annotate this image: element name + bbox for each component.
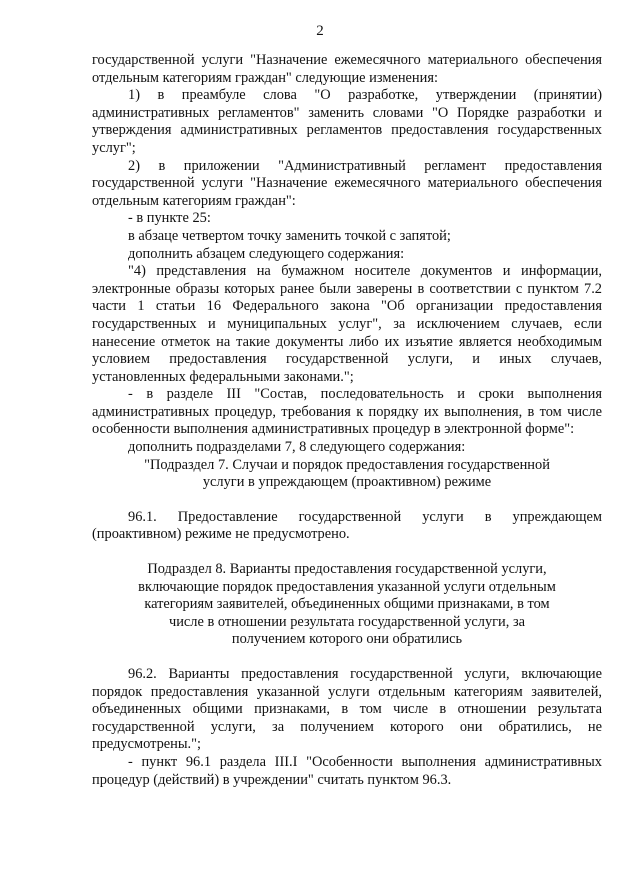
paragraph-section-3: - в разделе III "Состав, последовательность и сроки выполнения административных процедур, требования к порядку их выполнения, в том числе особенности выполнения административных процедур в электронной форме": <box>92 386 602 438</box>
paragraph-item-2: 2) в приложении "Административный регламент предоставления государственной услуги "Назначение ежемесячного материального обеспечения отдельным категориям граждан": <box>92 157 602 209</box>
paragraph-item-1: 1) в преамбуле слова "О разработке, утверждении (принятии) административных регламентов" заменить словами "О Порядке разработки и утверждения административных регламентов предоставления государственных услуг"; <box>92 87 602 156</box>
paragraph-point-25: - в пункте 25: <box>128 210 211 227</box>
paragraph-96-2: 96.2. Варианты предоставления государственной услуги, включающие порядок предоставления указанной услуги отдельным категориям заявителей, объединенных общими признаками, в том числе в отношении результата государственной услуги, за получением которого они обратились, не предусмотрены."; <box>92 666 602 753</box>
paragraph-96-1-renumber: - пункт 96.1 раздела III.I "Особенности выполнения административных процедур (действий) в учреждении" считать пунктом 96.3. <box>92 753 602 788</box>
paragraph-add-abzac: дополнить абзацем следующего содержания: <box>128 245 405 262</box>
document-body <box>92 52 602 789</box>
spacer <box>92 544 602 561</box>
spacer <box>92 649 602 666</box>
paragraph-96-1: 96.1. Предоставление государственной услуги в упреждающем (проактивном) режиме не предусмотрено. <box>92 508 602 543</box>
page-number: 2 <box>316 23 324 39</box>
paragraph-abzac-4: в абзаце четвертом точку заменить точкой с запятой; <box>128 227 451 244</box>
paragraph-intro: государственной услуги "Назначение ежемесячного материального обеспечения отдельным категориям граждан" следующие изменения: <box>92 52 602 86</box>
subsection-7-heading: "Подраздел 7. Случаи и порядок предоставления государственной услуги в упреждающем (проактивном) режиме <box>144 456 550 491</box>
spacer <box>92 492 602 509</box>
subsection-8-heading: Подраздел 8. Варианты предоставления государственной услуги, включающие порядок предоставления указанной услуги отдельным категориям заявителей, объединенных общими признаками, в том числе в отношении результата государственной услуги, за получением которого они обратились <box>138 561 556 648</box>
paragraph-add-subsections: дополнить подразделами 7, 8 следующего содержания: <box>128 439 466 456</box>
paragraph-quote-4: "4) представления на бумажном носителе документов и информации, электронные образы которых ранее были заверены в соответствии с пунктом 7.2 части 1 статьи 16 Федерального закона "Об организации предоставления государственных и муниципальных услуг", за исключением случаев, если нанесение отметок на такие документы либо их изъятие является необходимым условием предоставления государственной услуги, и иных случаев, установленных федеральными законами."; <box>92 263 602 385</box>
